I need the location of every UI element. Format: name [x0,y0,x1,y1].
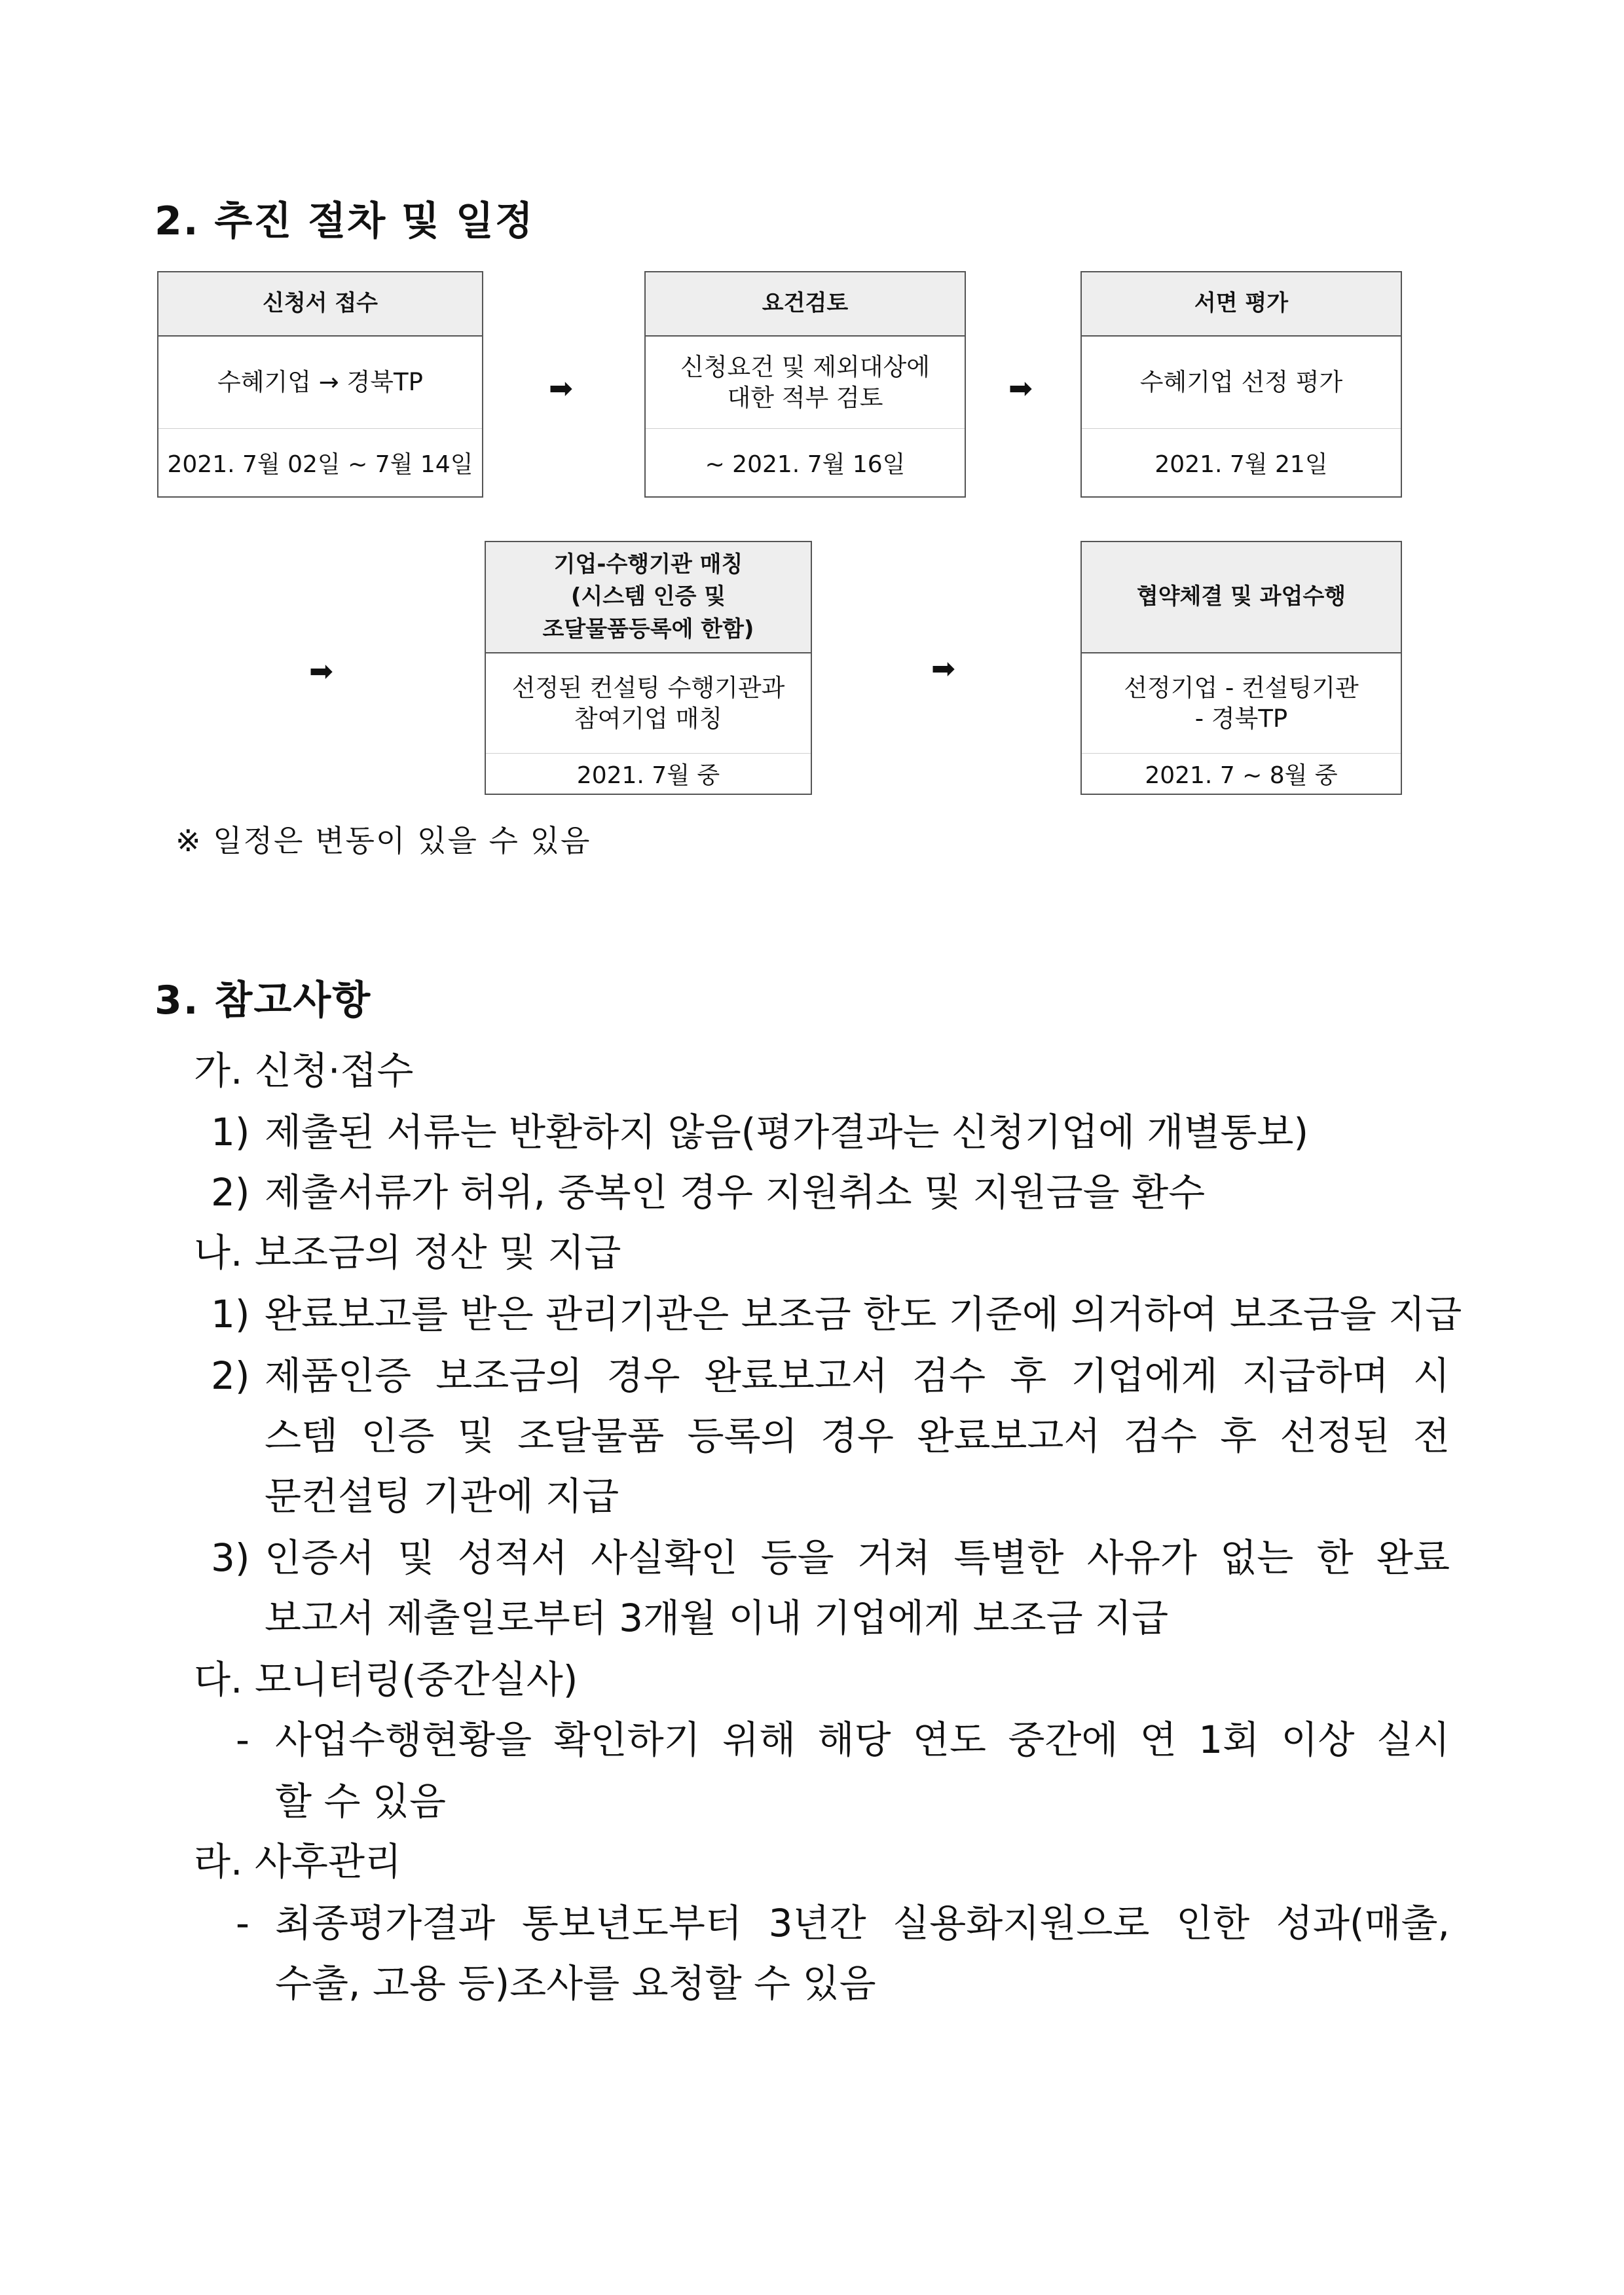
arrow-right-icon: ➡ [931,652,955,686]
step-body-line: 선정된 컨설팅 수행기관과 [511,673,785,702]
item-number: 2) [211,1353,250,1398]
step-body-line: 선정기업 - 컨설팅기관 [1124,673,1359,702]
step-body-line: 참여기업 매칭 [574,705,723,733]
section-2-title: 2. 추진 절차 및 일정 [155,198,534,244]
item-text: 제품인증 보조금의 경우 완료보고서 검수 후 기업에게 지급하며 시 [265,1353,1450,1398]
subsection-heading: 라. 사후관리 [194,1839,402,1884]
step-date: 2021. 7월 02일 ~ 7월 14일 [167,451,473,478]
item-text: 인증서 및 성적서 사실확인 등을 거쳐 특별한 사유가 없는 한 완료 [265,1535,1450,1580]
arrow-right-icon: ➡ [549,372,573,405]
step-box-application [157,271,483,498]
step-body [486,653,811,754]
item-text: 보고서 제출일로부터 3개월 이내 기업에게 보조금 지급 [265,1596,1169,1640]
step-box-requirement-review [644,271,966,498]
step-body-line: 신청요건 및 제외대상에 [680,352,930,381]
item-number: 2) [211,1170,250,1215]
step-date: 2021. 7 ~ 8월 중 [1145,762,1338,789]
step-box-agreement [1080,541,1402,795]
step-box-matching [485,541,812,795]
arrow-right-icon: ➡ [1008,372,1033,405]
subsection-heading: 가. 신청·접수 [194,1048,414,1093]
item-text: 스템 인증 및 조달물품 등록의 경우 완료보고서 검수 후 선정된 전 [265,1414,1450,1458]
step-body-line: 대한 적부 검토 [727,384,883,412]
item-text: 할 수 있음 [275,1779,446,1824]
subsection-heading: 다. 모니터링(중간실사) [194,1657,578,1702]
step-body: 수혜기업 → 경북TP [158,337,482,429]
step-header: 협약체결 및 과업수행 [1082,542,1401,653]
step-body: 수혜기업 선정 평가 [1082,337,1401,429]
item-text: 사업수행현황을 확인하기 위해 해당 연도 중간에 연 1회 이상 실시 [275,1717,1450,1762]
section-3-title: 3. 참고사항 [155,978,372,1023]
step-box-document-evaluation [1080,271,1402,498]
step-header-line: 조달물품등록에 한함) [542,615,754,642]
item-dash: - [236,1901,249,1945]
item-text: 완료보고를 받은 관리기관은 보조금 한도 기준에 의거하여 보조금을 지급 [265,1292,1462,1336]
step-header: 신청서 접수 [158,272,482,337]
item-text: 문컨설팅 기관에 지급 [265,1474,619,1518]
step-header-line: 기업-수행기관 매칭 [553,551,743,578]
step-date: ~ 2021. 7월 16일 [705,451,906,478]
schedule-note: ※ 일정은 변동이 있을 수 있음 [175,823,591,858]
step-date: 2021. 7월 21일 [1154,451,1328,478]
step-body-line: - 경북TP [1194,705,1288,733]
item-dash: - [236,1717,249,1762]
item-text: 제출서류가 허위, 중복인 경우 지원취소 및 지원금을 환수 [265,1170,1206,1215]
arrow-right-icon: ➡ [309,655,333,688]
item-text: 제출된 서류는 반환하지 않음(평가결과는 신청기업에 개별통보) [265,1110,1309,1154]
step-date: 2021. 7월 중 [576,762,720,789]
item-number: 1) [211,1110,250,1154]
subsection-heading: 나. 보조금의 정산 및 지급 [194,1230,621,1275]
step-header-line: (시스템 인증 및 [570,583,726,610]
item-number: 1) [211,1292,250,1336]
item-number: 3) [211,1535,250,1580]
step-body [1082,653,1401,754]
item-text: 수출, 고용 등)조사를 요청할 수 있음 [275,1961,876,2006]
step-header [486,542,811,653]
item-text: 최종평가결과 통보년도부터 3년간 실용화지원으로 인한 성과(매출, [275,1901,1450,1945]
step-body [646,337,965,429]
step-header: 서면 평가 [1082,272,1401,337]
step-header: 요건검토 [646,272,965,337]
